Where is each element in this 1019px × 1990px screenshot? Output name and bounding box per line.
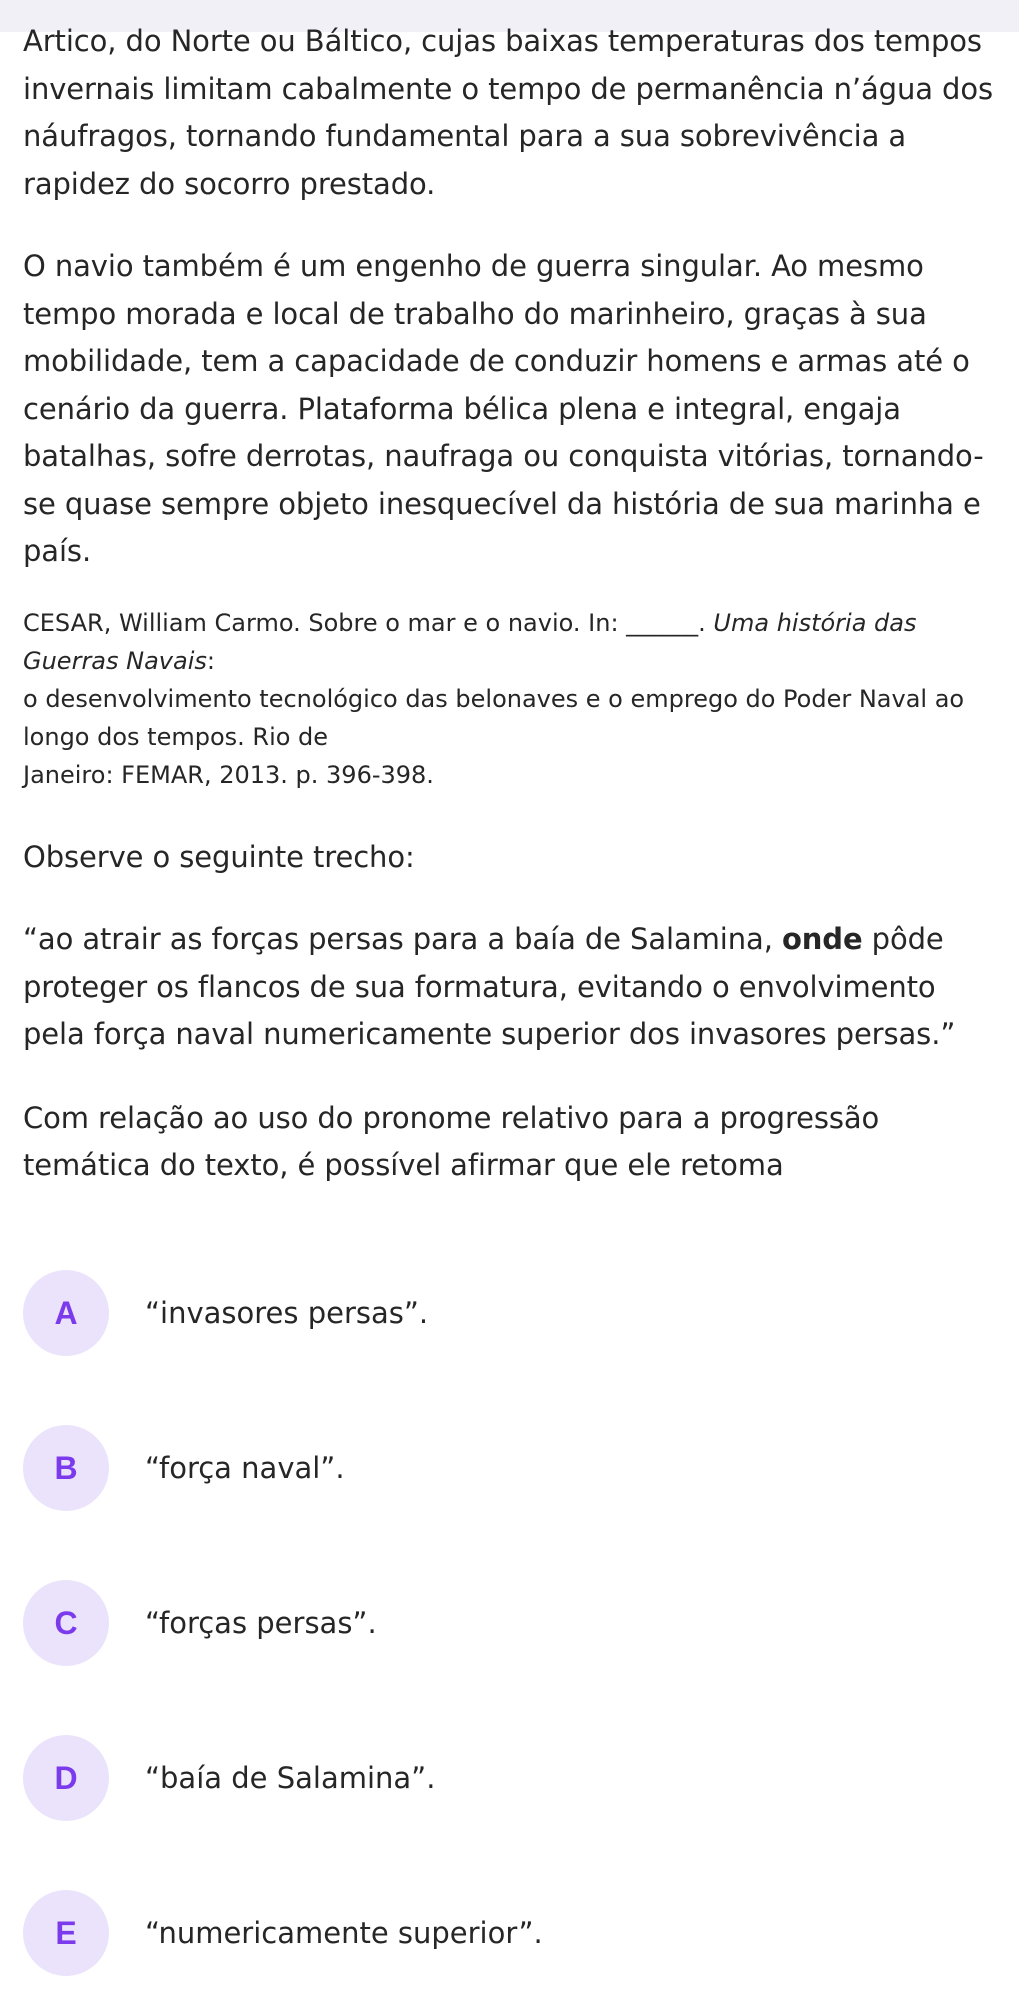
- citation-line-4: longo dos tempos. Rio de: [23, 722, 329, 751]
- option-text[interactable]: “numericamente superior”.: [145, 1916, 543, 1950]
- citation-book-title: Guerras Navais: [23, 646, 207, 675]
- passage-line: tempo morada e local de trabalho do marinheiro, graças à sua: [23, 296, 927, 331]
- quote-bold-word: onde: [781, 922, 863, 956]
- passage-line: batalhas, sofre derrotas, naufraga ou conquista vitórias, tornando-: [23, 439, 984, 473]
- source-citation: [23, 604, 1019, 794]
- citation-blank: ______: [626, 608, 699, 637]
- question-line: Com relação ao uso do pronome relativo para a progressão: [23, 1100, 880, 1135]
- quote-line-3: pela força naval numericamente superior dos invasores persas.”: [23, 1017, 956, 1051]
- option-letter-badge[interactable]: C: [23, 1580, 109, 1666]
- option-text[interactable]: “invasores persas”.: [145, 1296, 429, 1330]
- passage-paragraph-1: [23, 18, 1019, 208]
- citation-line-3: o desenvolvimento tecnológico das belonaves e o emprego do Poder Naval ao: [23, 684, 965, 713]
- question-stem: [23, 1095, 1019, 1190]
- passage-line: cenário da guerra. Plataforma bélica plena e integral, engaja: [23, 391, 901, 426]
- option-letter-badge[interactable]: E: [23, 1890, 109, 1976]
- passage-line: país.: [23, 534, 92, 568]
- quote-text: “ao atrair as forças persas para a baía de Salamina,: [23, 922, 782, 956]
- passage-line: invernais limitam cabalmente o tempo de permanência n’água dos: [23, 71, 994, 106]
- option-e[interactable]: [23, 1890, 923, 1976]
- citation-text: .: [698, 608, 714, 637]
- citation-text: :: [206, 646, 215, 675]
- quote-line-2: proteger os flancos de sua formatura, evitando o envolvimento: [23, 969, 936, 1004]
- question-content: [23, 18, 1019, 1190]
- citation-book-title: Uma história das: [713, 608, 917, 637]
- passage-line: Artico, do Norte ou Báltico, cujas baixas temperaturas dos tempos: [23, 24, 982, 58]
- citation-line-2: [23, 642, 1019, 680]
- option-text[interactable]: “forças persas”.: [145, 1606, 377, 1640]
- option-letter-badge[interactable]: B: [23, 1425, 109, 1511]
- option-letter-badge[interactable]: D: [23, 1735, 109, 1821]
- observe-prompt: Observe o seguinte trecho:: [23, 839, 415, 874]
- option-a[interactable]: [23, 1270, 923, 1356]
- quoted-excerpt: [23, 916, 1019, 1059]
- option-text[interactable]: “baía de Salamina”.: [145, 1761, 436, 1795]
- passage-line: O navio também é um engenho de guerra singular. Ao mesmo: [23, 249, 924, 283]
- citation-text: CESAR, William Carmo. Sobre o mar e o navio. In:: [23, 608, 627, 637]
- passage-line: náufragos, tornando fundamental para a sua sobrevivência a: [23, 119, 907, 153]
- passage-paragraph-2: [23, 243, 1019, 576]
- question-line: temática do texto, é possível afirmar que ele retoma: [23, 1148, 784, 1182]
- passage-line: rapidez do socorro prestado.: [23, 166, 436, 201]
- passage-line: se quase sempre objeto inesquecível da história de sua marinha e: [23, 486, 981, 521]
- option-text[interactable]: “força naval”.: [145, 1451, 345, 1485]
- quote-line-1: [23, 916, 1019, 964]
- option-d[interactable]: [23, 1735, 923, 1821]
- citation-line-1: [23, 604, 1019, 642]
- option-c[interactable]: [23, 1580, 923, 1666]
- quote-text: pôde: [862, 922, 944, 956]
- citation-line-5: Janeiro: FEMAR, 2013. p. 396-398.: [23, 760, 434, 789]
- option-letter-badge[interactable]: A: [23, 1270, 109, 1356]
- passage-line: mobilidade, tem a capacidade de conduzir homens e armas até o: [23, 344, 970, 378]
- option-b[interactable]: [23, 1425, 923, 1511]
